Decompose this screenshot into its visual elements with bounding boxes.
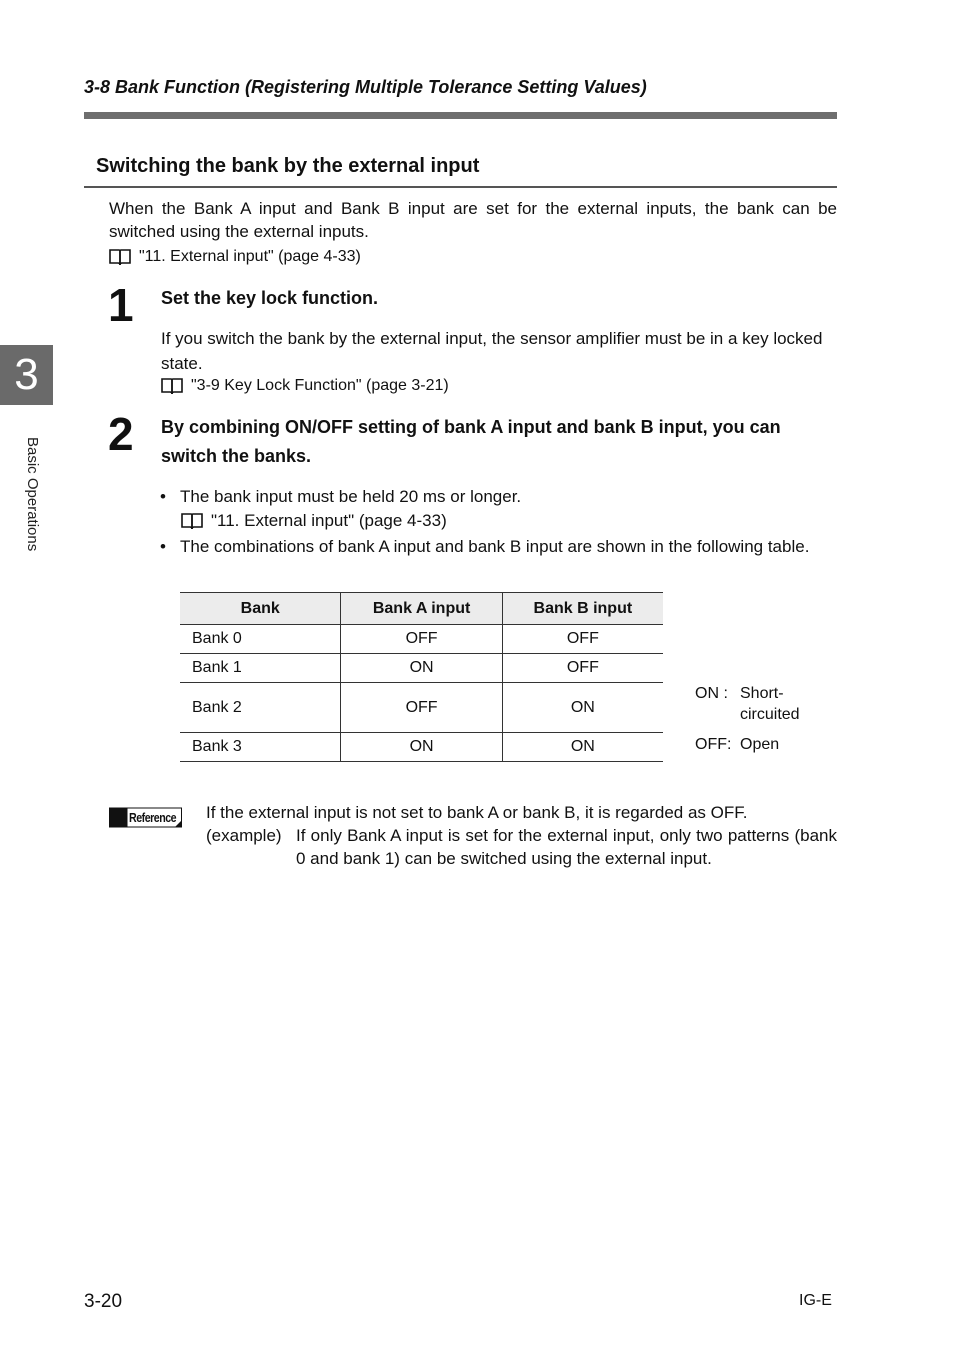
legend-on-value: Short-circuited xyxy=(740,685,800,723)
reference-line: If the external input is not set to bank A or bank B, it is regarded as OFF. xyxy=(206,803,748,822)
legend-off-key: OFF: xyxy=(695,736,732,753)
bank-combination-table xyxy=(180,592,663,762)
section-rule xyxy=(84,186,837,188)
bullet-symbol: • xyxy=(160,487,166,506)
chapter-label: Basic Operations xyxy=(24,437,41,552)
legend-on-key: ON : xyxy=(695,685,728,702)
step-1-heading: Set the key lock function. xyxy=(161,288,379,308)
bullet-text: The combinations of bank A input and bank B input are shown in the following table. xyxy=(180,537,810,556)
reference-badge-text: Reference xyxy=(129,810,177,825)
step-1-text: If you switch the bank by the external input, the sensor amplifier must be in a key locked state. xyxy=(161,329,823,373)
step-1-number: 1 xyxy=(108,279,134,331)
table-row xyxy=(180,625,663,654)
table-cell: Bank 2 xyxy=(180,683,341,733)
table-cell: OFF xyxy=(341,683,502,733)
reference-example-text: If only Bank A input is set for the external input, only two patterns (bank 0 and bank 1) can be switched using the external input. xyxy=(296,826,837,868)
table-row xyxy=(180,654,663,683)
table-header-row xyxy=(180,593,663,625)
table-row xyxy=(180,733,663,762)
table-cell: Bank 3 xyxy=(180,733,341,762)
document-code: IG-E xyxy=(799,1292,832,1309)
table-cell: ON xyxy=(502,733,663,762)
bullet-item xyxy=(160,534,837,584)
step-1-reference xyxy=(161,377,449,395)
intro-reference xyxy=(109,248,361,266)
step-2-heading: By combining ON/OFF setting of bank A input and bank B input, you can switch the banks. xyxy=(161,417,781,466)
table-cell: OFF xyxy=(502,654,663,683)
bullet-reference xyxy=(181,511,447,531)
book-icon xyxy=(161,377,183,395)
reference-badge xyxy=(109,806,184,830)
step-2-number: 2 xyxy=(108,408,134,460)
table-header-cell: Bank xyxy=(180,593,341,625)
bullet-text: The bank input must be held 20 ms or longer. xyxy=(180,487,522,506)
page-header-title: 3-8 Bank Function (Registering Multiple Tolerance Setting Values) xyxy=(84,77,647,97)
page-number: 3-20 xyxy=(84,1291,123,1312)
intro-reference-text: "11. External input" (page 4-33) xyxy=(139,248,361,265)
table-header-cell: Bank B input xyxy=(502,593,663,625)
bullet-reference-text: "11. External input" (page 4-33) xyxy=(211,511,447,530)
table-cell: ON xyxy=(502,683,663,733)
bullet-symbol: • xyxy=(160,537,166,556)
book-icon xyxy=(109,248,131,266)
section-title: Switching the bank by the external input xyxy=(96,155,480,177)
legend-off-value: Open xyxy=(740,736,780,753)
step-1-reference-text: "3-9 Key Lock Function" (page 3-21) xyxy=(191,377,449,394)
book-icon xyxy=(181,512,203,530)
table-header-cell: Bank A input xyxy=(341,593,502,625)
table-cell: ON xyxy=(341,654,502,683)
intro-paragraph: When the Bank A input and Bank B input are set for the external inputs, the bank can be switched using the external inputs. xyxy=(109,199,837,241)
table-cell: Bank 0 xyxy=(180,625,341,654)
table-cell: OFF xyxy=(341,625,502,654)
chapter-tab: 3 xyxy=(0,345,53,405)
table-cell: ON xyxy=(341,733,502,762)
table-cell: OFF xyxy=(502,625,663,654)
table-row xyxy=(180,683,663,733)
reference-example-label: (example) xyxy=(206,826,282,845)
table-cell: Bank 1 xyxy=(180,654,341,683)
header-rule xyxy=(84,112,837,119)
